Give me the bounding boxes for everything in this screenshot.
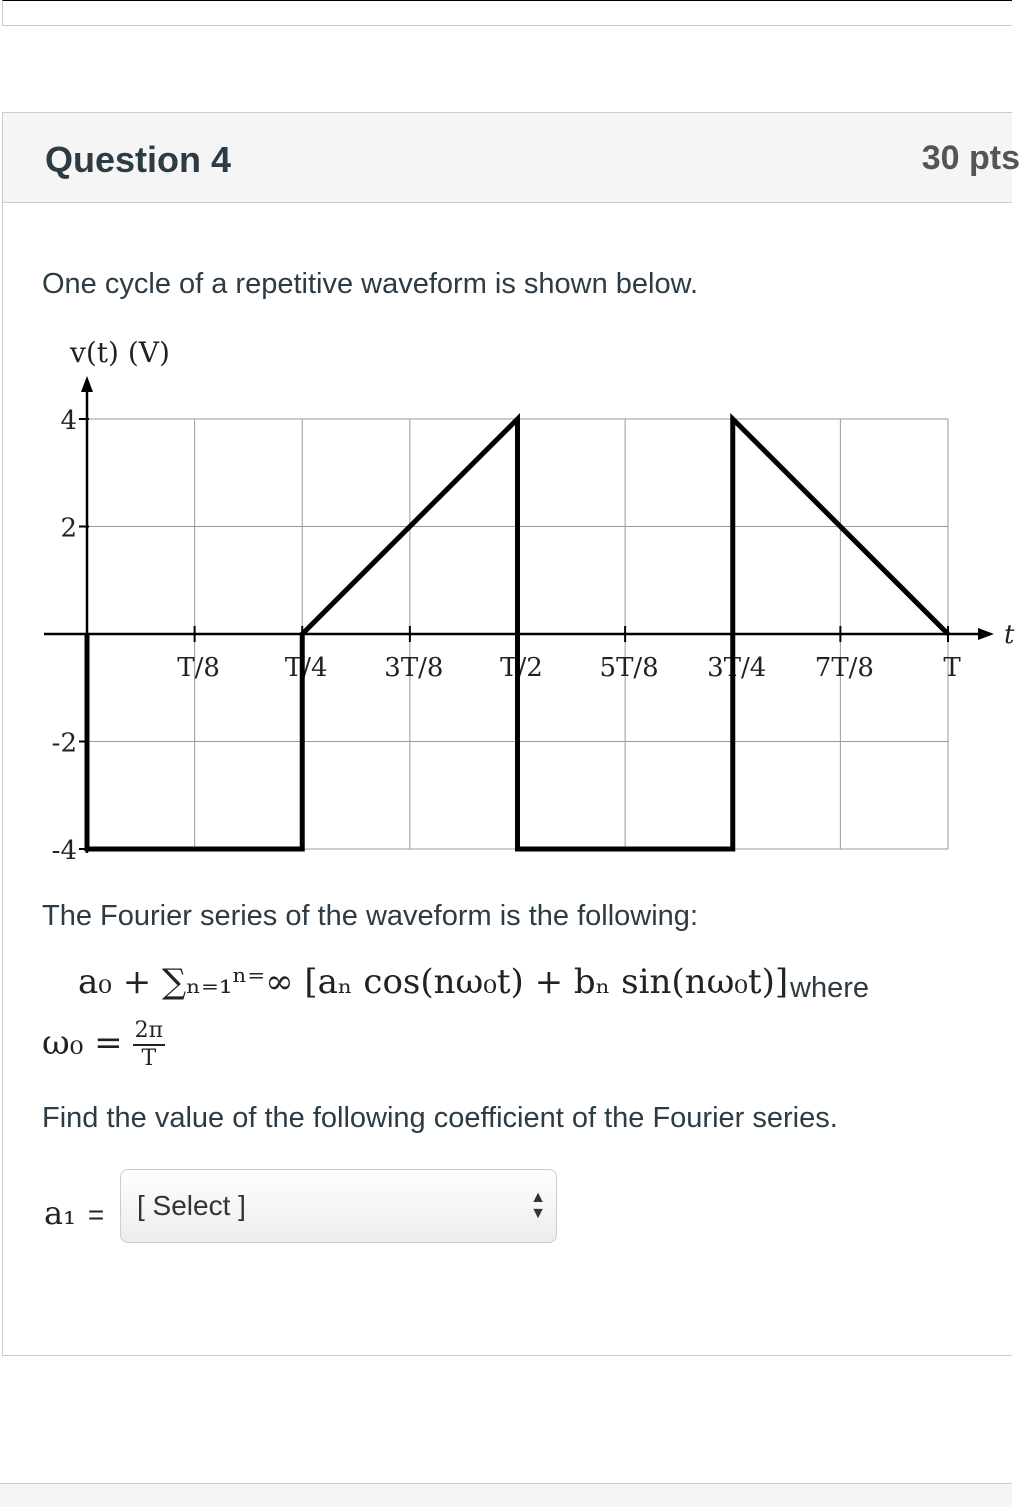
y-axis-label: v(t) (V) xyxy=(70,336,170,369)
answer-label xyxy=(44,1194,104,1232)
previous-question-edge xyxy=(2,0,1012,26)
question-title: Question 4 xyxy=(45,139,232,180)
up-down-arrows-icon: ▲ ▼ xyxy=(530,1189,546,1222)
chart-ticks xyxy=(52,406,962,866)
x-tick-label: T/8 xyxy=(177,653,220,683)
y-tick-label: 4 xyxy=(60,406,77,436)
x-axis-arrow xyxy=(978,628,994,640)
question-header xyxy=(3,113,1020,203)
intro-text: One cycle of a repetitive waveform is shown below. xyxy=(42,268,699,300)
find-text: Find the value of the following coefficient of the Fourier series. xyxy=(42,1102,838,1134)
x-axis-label: t xyxy=(1004,620,1015,650)
y-tick-label: -2 xyxy=(51,728,77,759)
x-tick-label: T/4 xyxy=(284,653,328,683)
fourier-series-formula: a₀ + ∑ₙ₌₁ⁿ⁼∞ [aₙ cos(nω₀t) + bₙ sin(nω₀t)] xyxy=(78,962,789,1002)
waveform-chart xyxy=(0,330,1015,870)
y-tick-label: -4 xyxy=(51,836,77,866)
equals-sign: = xyxy=(87,1199,105,1230)
x-tick-label: T xyxy=(943,653,961,683)
omega-numerator: 2π xyxy=(133,1018,165,1046)
fourier-intro-text: The Fourier series of the waveform is the following: xyxy=(42,900,698,932)
omega-definition xyxy=(42,1018,165,1072)
next-section-edge xyxy=(0,1483,1012,1507)
x-tick-label: 5T/8 xyxy=(599,653,659,683)
x-tick-label: 3T/4 xyxy=(707,653,767,683)
x-tick-label: T/2 xyxy=(500,653,543,683)
select-value: [ Select ] xyxy=(137,1190,246,1221)
where-text: where xyxy=(790,972,869,1004)
x-tick-label: 7T/8 xyxy=(814,653,874,683)
answer-select[interactable] xyxy=(120,1169,557,1243)
question-points: 30 pts xyxy=(921,139,1020,177)
y-tick-label: 2 xyxy=(60,513,77,544)
x-tick-label: 3T/8 xyxy=(384,653,444,683)
omega-fraction xyxy=(133,1018,165,1072)
omega-lhs: ω₀ = xyxy=(42,1023,123,1063)
coefficient-label: a₁ xyxy=(44,1194,76,1232)
y-axis-arrow xyxy=(81,376,93,392)
omega-denominator: T xyxy=(141,1046,157,1071)
